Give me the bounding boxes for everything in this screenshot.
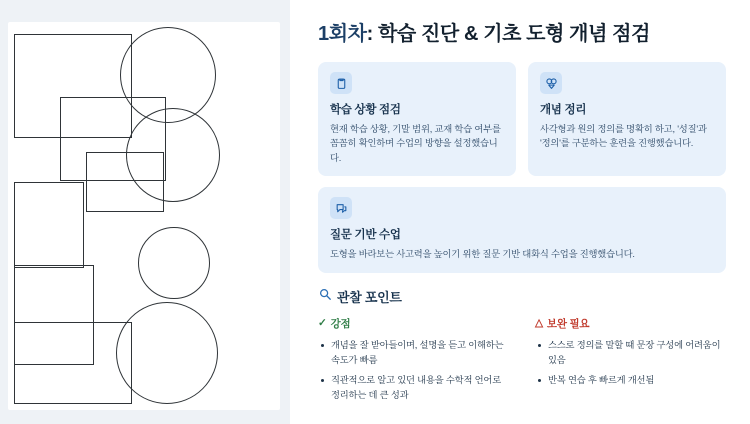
strength-column <box>318 316 509 410</box>
list-item: 스스로 정의를 말할 때 문장 구성에 어려움이 있음 <box>548 338 726 368</box>
check-icon: ✓ <box>318 317 327 330</box>
card-body: 현재 학습 상황, 기말 범위, 교재 학습 여부를 꼼꼼히 확인하며 수업의 방향을 설정했습니다. <box>330 124 501 163</box>
improve-heading <box>535 316 726 331</box>
page-title-rest: : 학습 진단 & 기초 도형 개념 점검 <box>366 23 651 45</box>
observation-label: 관찰 포인트 <box>337 289 402 305</box>
card-row-top <box>318 62 726 176</box>
page-title <box>318 22 726 46</box>
card-body: 도형을 바라보는 사고력을 높이기 위한 질문 기반 대화식 수업을 진행했습니다. <box>330 249 635 260</box>
sketch-circle-2 <box>126 108 220 202</box>
content-panel <box>290 0 750 424</box>
strength-label: 강점 <box>330 317 351 330</box>
geometry-sketch-canvas <box>8 22 280 410</box>
improve-label: 보완 필요 <box>546 317 590 330</box>
list-item: 개념을 잘 받아들이며, 설명을 듣고 이해하는 속도가 빠름 <box>331 338 509 368</box>
shapes-icon <box>540 72 562 94</box>
strength-list <box>318 338 509 404</box>
list-item: 반복 연습 후 빠르게 개선됨 <box>548 373 726 388</box>
clipboard-icon <box>330 72 352 94</box>
sketch-circle-3 <box>138 227 210 299</box>
page-title-prefix: 1회차 <box>318 23 367 45</box>
sketch-circle-4 <box>116 302 218 404</box>
sketch-rect-6 <box>14 322 132 404</box>
card-learning-status <box>318 62 516 176</box>
card-title: 학습 상황 점검 <box>330 104 401 116</box>
list-item: 직관적으로 알고 있던 내용을 수학적 언어로 정리하는 데 큰 성과 <box>331 373 509 403</box>
sketch-panel <box>0 0 290 424</box>
improve-column <box>535 316 726 410</box>
sketch-rect-4 <box>14 182 84 268</box>
observation-header <box>318 287 726 306</box>
card-title: 개념 정리 <box>540 104 587 116</box>
strength-heading <box>318 316 509 331</box>
card-title: 질문 기반 수업 <box>330 229 401 242</box>
observation-columns <box>318 316 726 410</box>
warning-triangle-icon: △ <box>535 317 543 330</box>
question-bubble-icon <box>330 197 352 219</box>
card-concept-summary <box>528 62 726 176</box>
card-question-based-class <box>318 187 726 272</box>
card-body: 사각형과 원의 정의를 명확히 하고, '성질'과 '정의'를 구분하는 훈련을 진행했습니다. <box>540 124 707 149</box>
improve-list <box>535 338 726 389</box>
magnifier-icon <box>318 287 332 306</box>
